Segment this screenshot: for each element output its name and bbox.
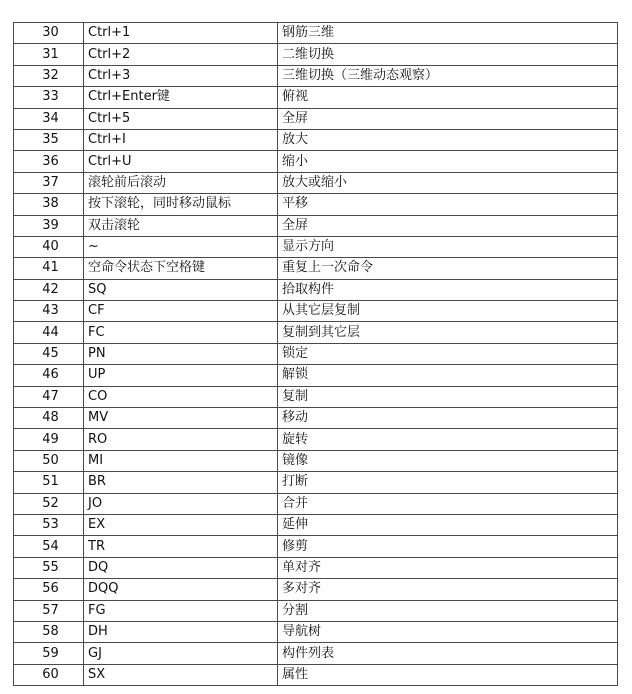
shortcut-key: BR [84,472,278,493]
shortcut-function: 全屏 [278,108,618,129]
shortcut-function: 俯视 [278,87,618,108]
shortcut-key: DH [84,621,278,642]
shortcut-key: Ctrl+U [84,151,278,172]
table-row [14,23,618,44]
shortcut-key: UP [84,365,278,386]
table-body [14,23,618,686]
shortcut-function: 平移 [278,194,618,215]
shortcut-function: 放大或缩小 [278,172,618,193]
table-row [14,301,618,322]
shortcut-function: 镜像 [278,450,618,471]
row-number: 52 [14,493,84,514]
shortcut-table [13,22,618,686]
table-row [14,108,618,129]
table-row [14,279,618,300]
row-number: 34 [14,108,84,129]
table-row [14,44,618,65]
row-number: 48 [14,408,84,429]
shortcut-key: DQQ [84,579,278,600]
table-row [14,514,618,535]
shortcut-key: GJ [84,643,278,664]
table-row [14,215,618,236]
shortcut-key: JO [84,493,278,514]
shortcut-function: 放大 [278,129,618,150]
shortcut-function: 构件列表 [278,643,618,664]
row-number: 35 [14,129,84,150]
table-row [14,129,618,150]
table-row [14,472,618,493]
row-number: 60 [14,664,84,685]
row-number: 45 [14,343,84,364]
shortcut-function: 单对齐 [278,557,618,578]
row-number: 59 [14,643,84,664]
shortcut-function: 拾取构件 [278,279,618,300]
shortcut-key: 按下滚轮，同时移动鼠标 [84,194,278,215]
shortcut-key: CF [84,301,278,322]
table-row [14,386,618,407]
row-number: 41 [14,258,84,279]
shortcut-key: Ctrl+2 [84,44,278,65]
shortcut-function: 旋转 [278,429,618,450]
shortcut-key: FG [84,600,278,621]
shortcut-function: 分割 [278,600,618,621]
table-row [14,343,618,364]
table-row [14,429,618,450]
row-number: 31 [14,44,84,65]
row-number: 36 [14,151,84,172]
shortcut-key: RO [84,429,278,450]
shortcut-function: 多对齐 [278,579,618,600]
row-number: 56 [14,579,84,600]
shortcut-function: 延伸 [278,514,618,535]
shortcut-function: 移动 [278,408,618,429]
table-row [14,664,618,685]
shortcut-function: 二维切换 [278,44,618,65]
shortcut-function: 全屏 [278,215,618,236]
shortcut-key: SX [84,664,278,685]
table-row [14,258,618,279]
shortcut-key: Ctrl+Enter键 [84,87,278,108]
shortcut-key: TR [84,536,278,557]
row-number: 51 [14,472,84,493]
table-row [14,236,618,257]
table-row [14,557,618,578]
row-number: 58 [14,621,84,642]
row-number: 54 [14,536,84,557]
shortcut-function: 从其它层复制 [278,301,618,322]
shortcut-function: 重复上一次命令 [278,258,618,279]
table-row [14,194,618,215]
shortcut-function: 属性 [278,664,618,685]
shortcut-function: 修剪 [278,536,618,557]
shortcut-function: 三维切换（三维动态观察） [278,65,618,86]
shortcut-key: PN [84,343,278,364]
shortcut-function: 显示方向 [278,236,618,257]
row-number: 40 [14,236,84,257]
table-row [14,450,618,471]
row-number: 33 [14,87,84,108]
shortcut-key: CO [84,386,278,407]
table-row [14,151,618,172]
shortcut-key: FC [84,322,278,343]
row-number: 55 [14,557,84,578]
table-row [14,536,618,557]
row-number: 30 [14,23,84,44]
table-row [14,365,618,386]
row-number: 53 [14,514,84,535]
table-row [14,87,618,108]
shortcut-function: 导航树 [278,621,618,642]
shortcut-key: Ctrl+1 [84,23,278,44]
row-number: 49 [14,429,84,450]
shortcut-function: 打断 [278,472,618,493]
row-number: 32 [14,65,84,86]
shortcut-key: MI [84,450,278,471]
row-number: 42 [14,279,84,300]
shortcut-key: Ctrl+I [84,129,278,150]
shortcut-key: DQ [84,557,278,578]
row-number: 47 [14,386,84,407]
shortcut-key: 双击滚轮 [84,215,278,236]
shortcut-function: 合并 [278,493,618,514]
row-number: 57 [14,600,84,621]
shortcut-function: 复制 [278,386,618,407]
table-row [14,172,618,193]
row-number: 46 [14,365,84,386]
shortcut-key: MV [84,408,278,429]
row-number: 43 [14,301,84,322]
shortcut-function: 锁定 [278,343,618,364]
table-row [14,579,618,600]
shortcut-function: 解锁 [278,365,618,386]
table-row [14,322,618,343]
row-number: 39 [14,215,84,236]
shortcut-key: SQ [84,279,278,300]
shortcut-function: 钢筋三维 [278,23,618,44]
table-row [14,600,618,621]
shortcut-key: Ctrl+5 [84,108,278,129]
shortcut-key: 滚轮前后滚动 [84,172,278,193]
table-row [14,65,618,86]
table-row [14,408,618,429]
shortcut-key: EX [84,514,278,535]
shortcut-function: 缩小 [278,151,618,172]
shortcut-key: Ctrl+3 [84,65,278,86]
row-number: 44 [14,322,84,343]
row-number: 50 [14,450,84,471]
row-number: 37 [14,172,84,193]
shortcut-key: 空命令状态下空格键 [84,258,278,279]
table-row [14,621,618,642]
row-number: 38 [14,194,84,215]
shortcut-function: 复制到其它层 [278,322,618,343]
table-row [14,493,618,514]
table-row [14,643,618,664]
shortcut-key: ~ [84,236,278,257]
